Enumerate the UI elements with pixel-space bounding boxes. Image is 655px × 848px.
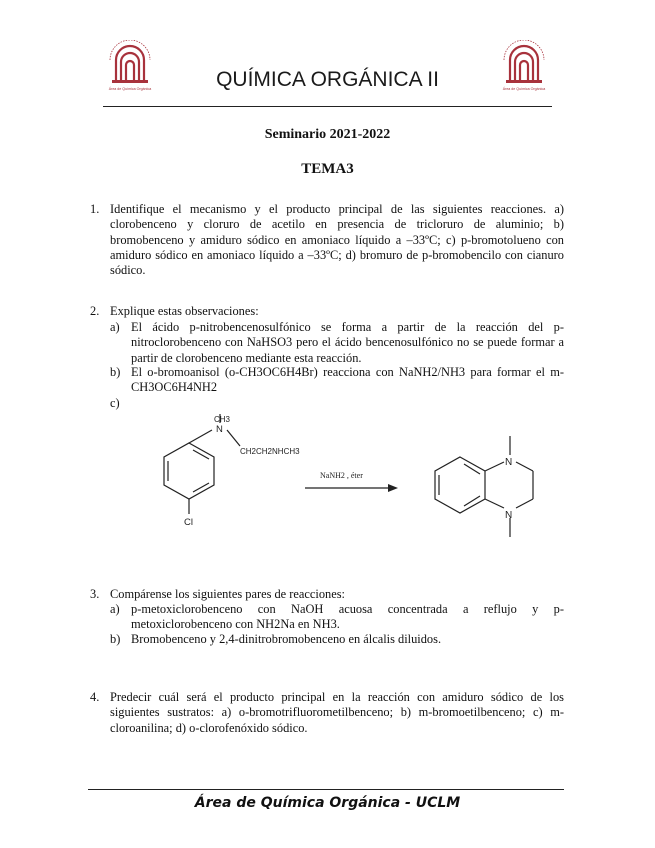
question-1-line: bromobenceno y amiduro sódico en amoniaco líquido a –33ºC; c) p-bromotolueno con [110, 232, 564, 247]
question-3a-text [131, 602, 564, 633]
reactant-ch3-label: CH3 [214, 415, 231, 424]
question-3-intro: Compárense los siguientes pares de reacciones: [110, 587, 345, 601]
question-2b-text [131, 365, 564, 396]
reactant-benzene-ring [164, 443, 214, 499]
question-2a-label: a) [110, 320, 120, 334]
question-2a-text [131, 320, 564, 366]
product-n-top-label: N [505, 457, 513, 468]
question-1-line: clorobenceno y cloruro de acetilo en presencia de tricloruro de aluminio; b) [110, 217, 564, 232]
svg-text:Área de Química Orgánica: Área de Química Orgánica [502, 87, 546, 91]
reactant-chain-label: CH2CH2NHCH3 [240, 447, 300, 456]
question-2a-line: nitroclorobenceno con NaHSO3 pero el ácido bencenosulfónico no se puede formar a [131, 335, 564, 350]
question-1-number: 1. [90, 202, 100, 216]
question-1-line: Identifique el mecanismo y el producto principal de las siguientes reacciones. a) [110, 202, 564, 216]
question-2b-line: CH3OC6H4NH2 [131, 380, 218, 395]
question-3a-label: a) [110, 602, 120, 616]
question-1-line: sódico. [110, 263, 146, 278]
header-rule [103, 106, 552, 107]
product-n-bottom-label: N [505, 510, 513, 521]
question-4-text [110, 690, 564, 736]
question-3b-label: b) [110, 632, 121, 646]
question-2-intro: Explique estas observaciones: [110, 304, 259, 318]
product-benzene-ring [435, 457, 485, 513]
question-1-text [110, 202, 564, 278]
question-4-number: 4. [90, 690, 100, 704]
seminar-title: Seminario 2021-2022 [264, 127, 391, 142]
svg-text:Área de Química Orgánica: Área de Química Orgánica [108, 87, 152, 91]
question-3-number: 3. [90, 587, 100, 601]
question-4-line: Predecir cuál será el producto principal en la reacción con amiduro sódico de los [110, 690, 564, 704]
question-2-number: 2. [90, 304, 100, 318]
page-title: QUÍMICA ORGÁNICA II [216, 68, 439, 91]
question-4-line: cloroanilina; d) o-clorofenóxido sódico. [110, 720, 308, 735]
reagent-label: NaNH2 , éter [320, 471, 363, 480]
reaction-scheme [140, 408, 580, 548]
question-2a-line: partir de clorobenceno mediante esta reacción. [131, 350, 362, 365]
question-3a-line: p-metoxiclorobenceno con NaOH acuosa concentrada a reflujo y p- [131, 602, 564, 616]
reactant-n-label: N [216, 424, 223, 435]
footer-text: Área de Química Orgánica - UCLM [194, 795, 461, 811]
reactant-cl-label: Cl [184, 517, 193, 528]
question-1-line: amiduro sódico en amoniaco líquido a –33ºC; d) bromuro de p-bromobencilo con cianuro [110, 247, 564, 262]
question-2c-label: c) [110, 396, 120, 410]
footer-rule [88, 789, 564, 790]
question-3b-text: Bromobenceno y 2,4-dinitrobromobenceno en álcalis diluidos. [131, 632, 442, 646]
topic-title: TEMA3 [301, 161, 354, 177]
question-2b-line: El o-bromoanisol (o-CH3OC6H4Br) reacciona con NaNH2/NH3 para formar el m- [131, 365, 564, 379]
question-2b-label: b) [110, 365, 121, 379]
reaction-arrow-head [388, 484, 398, 492]
question-2a-line: El ácido p-nitrobencenosulfónico se forma a partir de la reacción del p- [131, 320, 564, 334]
question-3a-line: metoxiclorobenceno con NH2Na en NH3. [131, 617, 340, 632]
question-4-line: siguientes sustratos: a) o-bromotrifluorometilbenceno; b) m-bromoetilbenceno; c) m- [110, 705, 564, 720]
